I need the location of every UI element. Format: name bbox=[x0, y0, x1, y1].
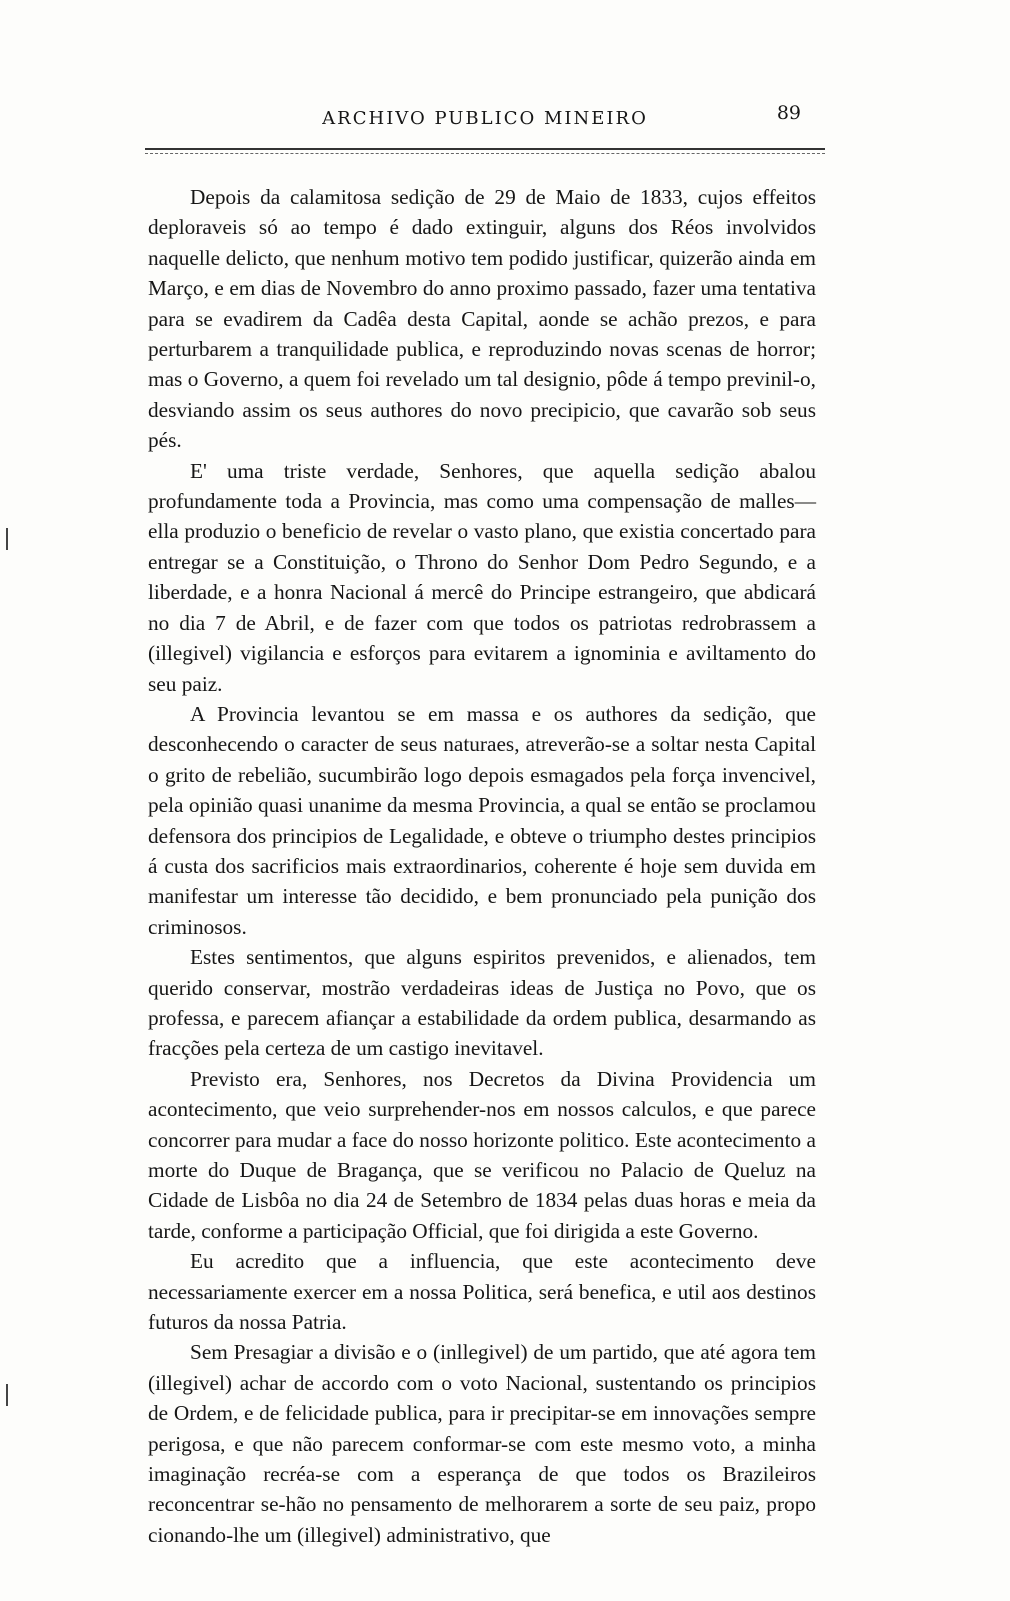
margin-mark bbox=[6, 528, 18, 550]
page-header bbox=[145, 102, 825, 138]
paragraph: Previsto era, Senhores, nos Decretos da Divina Providencia um acontecimento, que veio surprehender-nos em nossos calculos, e que parece concorrer para mudar a face do nosso horizonte politico. Este acontecimento a morte do Duque de Bragança, que se verificou no Palacio de Queluz na Cidade de Lisbôa no dia 24 de Setembro de 1834 pelas duas horas e meia da tarde, conforme a participação Official, que foi dirigida a este Governo. bbox=[148, 1066, 816, 1243]
margin-mark bbox=[6, 1384, 12, 1406]
paragraph: Depois da calamitosa sedição de 29 de Maio de 1833, cujos effeitos deploraveis só ao tempo é dado extinguir, alguns dos Réos involvidos naquelle delicto, que nenhum motivo tem podido justificar, quizerão ainda em Março, e em dias de Novembro do anno proximo passado, fazer uma tentativa para se evadirem da Cadêa desta Capital, aonde se achão prezos, e para perturbarem a tranquilidade publica, e reproduzindo novas scenas de horror; mas o Governo, a quem foi revelado um tal designio, pôde á tempo previnil-o, desviando assim os seus authores do novo precipicio, que cavarão sob seus pés. bbox=[148, 185, 816, 453]
paragraph: Estes sentimentos, que alguns espiritos prevenidos, e alienados, tem querido conservar, mostrão verdadeiras ideas de Justiça no Povo, que os professa, e parecem afiançar a estabilidade da ordem publica, desarmando as fracções pela certeza de um castigo inevitavel. bbox=[148, 945, 816, 1061]
body-text bbox=[148, 182, 816, 1550]
paragraph: Eu acredito que a influencia, que este acontecimento deve necessariamente exercer em a nossa Politica, será benefica, e util aos destinos futuros da nossa Patria. bbox=[148, 1249, 816, 1335]
running-title: ARCHIVO PUBLICO MINEIRO bbox=[322, 108, 648, 129]
paragraph: A Provincia levantou se em massa e os authores da sedição, que desconhecendo o caracter de seus naturaes, atreverão-se a soltar nesta Capital o grito de rebelião, sucumbirão logo depois esmagados pela força invencivel, pela opinião quasi unanime da mesma Provincia, a qual se então se proclamou defensora dos principios de Legalidade, e obteve o triumpho destes principios á custa dos sacrificios mais extraordinarios, coherente é hoje sem duvida em manifestar um interesse tão decidido, e bem pronunciado pela punição dos criminosos. bbox=[148, 701, 816, 939]
page-number: 89 bbox=[776, 102, 801, 124]
paragraph: E' uma triste verdade, Senhores, que aquella sedição abalou profundamente toda a Provincia, mas como uma compensação de malles—ella produzio o beneficio de revelar o vasto plano, que existia concertado para entregar se a Constituição, o Throno do Senhor Dom Pedro Segundo, e a liberdade, e a honra Nacional á mercê do Principe estrangeiro, que abdicará no dia 7 de Abril, e de fazer com que todos os patriotas redrobrassem a (illegivel) vigilancia e esforços para evitarem a ignominia e aviltamento do seu paiz. bbox=[148, 458, 816, 696]
header-rule bbox=[145, 148, 825, 154]
paragraph: Sem Presagiar a divisão e o (inllegivel) de um partido, que até agora tem (illegivel) achar de accordo com o voto Nacional, sustentando os principios de Ordem, e de felicidade publica, para ir precipitar-se em innovações sempre perigosa, e que não parecem conformar-se com este mesmo voto, a minha imaginação recréa-se com a esperança de que todos os Brazileiros reconcentrar se-hão no pensamento de melhorarem a sorte de seu paiz, propo cionando-lhe um (illegivel) administrativo, que bbox=[148, 1340, 816, 1547]
